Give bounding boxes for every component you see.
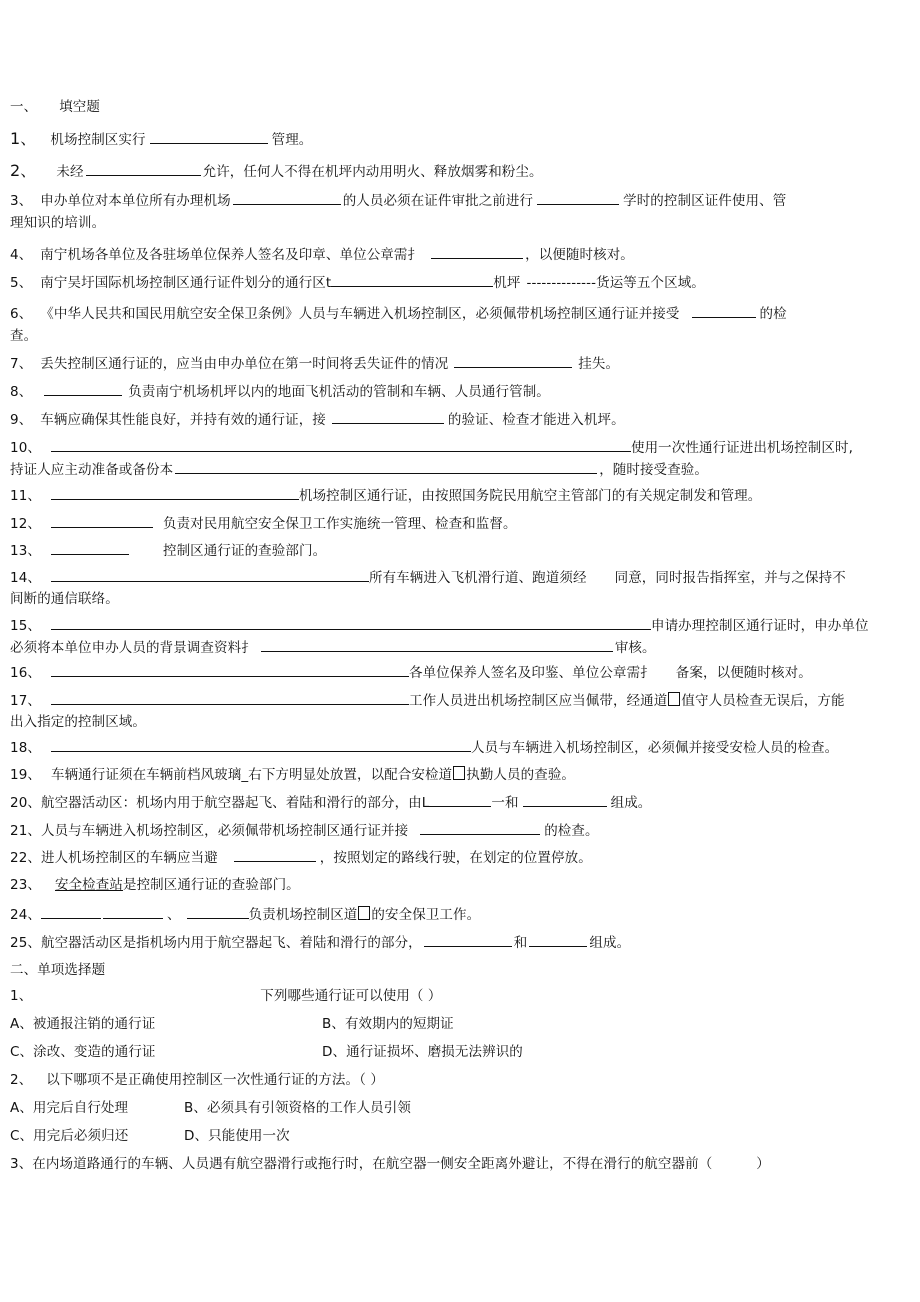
question-15-cont: 必须将本单位申办人员的背景调查资料扌 审核。 <box>10 637 656 658</box>
choice-question-3: 3、在内场道路通行的车辆、人员遇有航空器滑行或拖行时，在航空器一侧安全距离外避让，不得在滑行的航空器前（ ） <box>10 1156 770 1172</box>
question-15: 15、 申请办理控制区通行证时，申办单位 <box>10 615 869 636</box>
question-25: 25、航空器活动区是指机场内用于航空器起飞、着陆和滑行的部分， 和 组成。 <box>10 932 630 953</box>
blank[interactable] <box>332 409 444 424</box>
blank[interactable] <box>51 485 299 500</box>
blank[interactable] <box>429 792 491 807</box>
blank[interactable] <box>51 662 409 677</box>
question-5: 5、 南宁吴圩国际机场控制区通行证件划分的通行区t 机坪 --------------货运等五个区域。 <box>10 272 705 293</box>
blank[interactable] <box>454 353 572 368</box>
question-6-cont: 查。 <box>10 328 38 344</box>
question-9: 9、 车辆应确保其性能良好，并持有效的通行证，接 的验证、检查才能进入机坪。 <box>10 409 625 430</box>
blank[interactable] <box>86 161 201 176</box>
question-10: 10、 使用一次性通行证进出机场控制区时, <box>10 437 853 458</box>
question-11: 11、 机场控制区通行证，由按照国务院民用航空主管部门的有关规定制发和管理。 <box>10 485 761 506</box>
blank[interactable] <box>51 615 651 630</box>
choice-question-1: 1、 下列哪些通行证可以使用（ ） <box>10 988 442 1004</box>
question-20: 20、航空器活动区：机场内用于航空器起飞、着陆和滑行的部分，由L 一和 组成。 <box>10 792 651 813</box>
choice-question-2: 2、 以下哪项不是正确使用控制区一次性通行证的方法。（ ） <box>10 1072 384 1088</box>
question-6: 6、 《中华人民共和国民用航空安全保卫条例》人员与车辆进入机场控制区，必须佩带机场控制区通行证并接受 的检 <box>10 303 787 324</box>
choice-2-option-a[interactable]: A、用完后自行处理 <box>10 1100 129 1116</box>
question-14-cont: 间断的通信联络。 <box>10 591 119 607</box>
blank[interactable] <box>51 690 409 705</box>
blank[interactable] <box>424 932 512 947</box>
blank[interactable] <box>523 792 607 807</box>
question-3-cont: 理知识的培训。 <box>10 215 106 231</box>
question-22: 22、进人机场控制区的车辆应当避 ，按照划定的路线行驶，在划定的位置停放。 <box>10 847 592 868</box>
blank[interactable] <box>233 190 341 205</box>
blank[interactable] <box>103 904 163 919</box>
blank[interactable] <box>692 303 756 318</box>
blank[interactable] <box>537 190 619 205</box>
placeholder-box <box>453 766 465 780</box>
question-21: 21、人员与车辆进入机场控制区，必须佩带机场控制区通行证并接 的检查。 <box>10 820 599 841</box>
question-18: 18、 人员与车辆进入机场控制区，必须佩并接受安检人员的检查。 <box>10 737 838 758</box>
placeholder-box <box>668 692 680 706</box>
choice-1-option-a[interactable]: A、被通报注销的通行证 <box>10 1016 156 1032</box>
question-3: 3、 申办单位对本单位所有办理机场 的人员必须在证件审批之前进行 学时的控制区证件使用、管 <box>10 190 786 211</box>
placeholder-box <box>358 906 370 920</box>
question-19: 19、 车辆通行证须在车辆前档风玻璃_右下方明显处放置，以配合安检道 执勤人员的查验。 <box>10 767 576 783</box>
question-16: 16、 各单位保养人签名及印鉴、单位公章需扌 备案，以便随时核对。 <box>10 662 812 683</box>
blank[interactable] <box>51 567 369 582</box>
section-fill-blank: 一、 填空题 <box>10 99 101 115</box>
question-1: 1、 机场控制区实行 管理。 <box>10 129 313 148</box>
question-17: 17、 工作人员进出机场控制区应当佩带，经通道 值守人员检查无误后，方能 <box>10 690 845 711</box>
question-14: 14、 所有车辆进入飞机滑行道、跑道须经 同意，同时报告指挥室，并与之保持不 <box>10 567 846 588</box>
blank[interactable] <box>431 244 523 259</box>
question-4: 4、 南宁机场各单位及各驻场单位保养人签名及印章、单位公章需扌 ，以便随时核对。 <box>10 244 634 265</box>
blank[interactable] <box>51 437 631 452</box>
question-23: 23、 安全检查站是控制区通行证的查验部门。 <box>10 877 300 893</box>
blank[interactable] <box>41 904 101 919</box>
blank[interactable] <box>234 847 316 862</box>
question-17-cont: 出入指定的控制区域。 <box>10 714 146 730</box>
blank[interactable] <box>420 820 540 835</box>
choice-2-option-c[interactable]: C、用完后必须归还 <box>10 1128 129 1144</box>
choice-2-option-d[interactable]: D、只能使用一次 <box>184 1128 290 1144</box>
blank[interactable] <box>150 129 268 144</box>
blank[interactable] <box>51 513 153 528</box>
choice-1-option-c[interactable]: C、涂改、变造的通行证 <box>10 1044 156 1060</box>
blank[interactable] <box>175 459 597 474</box>
question-2: 2、 未经 允许，任何人不得在机坪内动用明火、释放烟雾和粉尘。 <box>10 161 543 180</box>
question-10-cont: 持证人应主动准备或备份本 ，随时接受查验。 <box>10 459 708 480</box>
choice-1-option-d[interactable]: D、通行证损坏、磨损无法辨识的 <box>322 1044 523 1060</box>
blank[interactable] <box>51 737 471 752</box>
blank[interactable] <box>529 932 587 947</box>
blank[interactable] <box>187 904 249 919</box>
choice-2-option-b[interactable]: B、必须具有引领资格的工作人员引领 <box>184 1100 411 1116</box>
question-12: 12、 负责对民用航空安全保卫工作实施统一管理、检查和监督。 <box>10 513 517 534</box>
section-single-choice: 二、单项选择题 <box>10 962 106 978</box>
question-24: 24、 、 负责机场控制区道 的安全保卫工作。 <box>10 904 480 925</box>
blank[interactable] <box>51 540 129 555</box>
blank[interactable] <box>44 381 122 396</box>
question-13: 13、 控制区通行证的查验部门。 <box>10 540 326 561</box>
choice-1-option-b[interactable]: B、有效期内的短期证 <box>322 1016 454 1032</box>
question-7: 7、 丢失控制区通行证的，应当由申办单位在第一时间将丢失证件的情况 挂失。 <box>10 353 619 374</box>
blank[interactable] <box>331 272 493 287</box>
blank[interactable] <box>261 637 613 652</box>
question-8: 8、 负责南宁机场机坪以内的地面飞机活动的管制和车辆、人员通行管制。 <box>10 381 550 402</box>
